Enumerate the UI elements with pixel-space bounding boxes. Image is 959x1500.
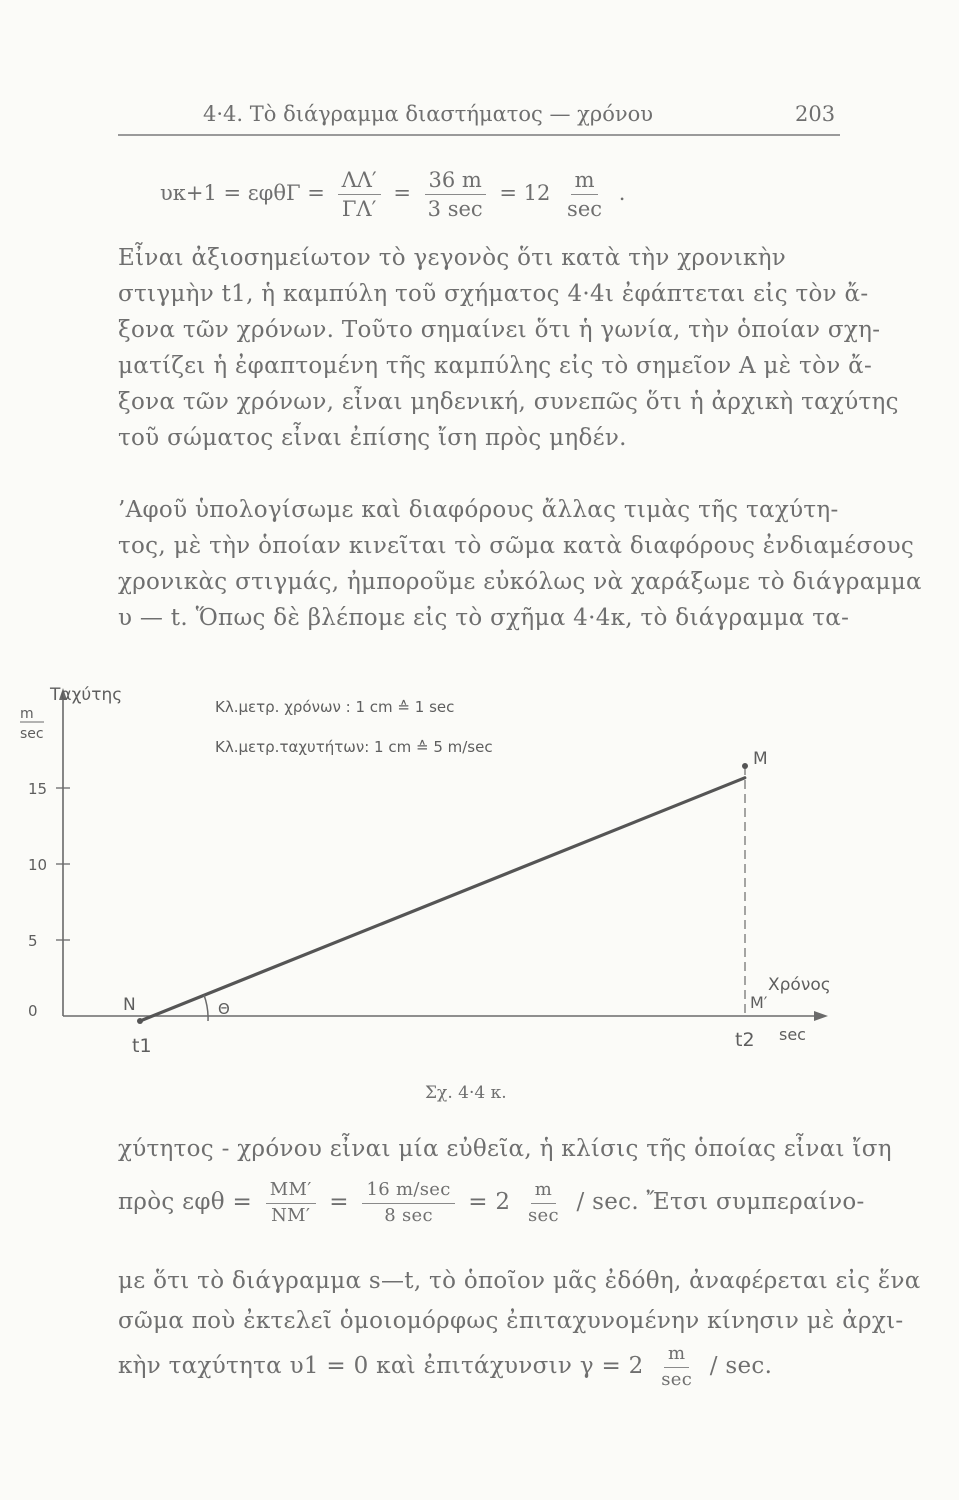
fraction-denominator: sec	[661, 1368, 693, 1390]
text-line: Εἶναι ἀξιοσημείωτον τὸ γεγονὸς ὅτι κατὰ τὴν χρονικὴν	[118, 245, 787, 271]
velocity-line	[140, 778, 745, 1021]
y-tick-label: 5	[28, 932, 38, 950]
page-header	[0, 98, 959, 138]
y-tick-label: 10	[28, 856, 48, 874]
fraction-denominator: ΓΛ′	[341, 197, 377, 222]
text-line: τος, μὲ τὴν ὁποίαν κινεῖται τὸ σῶμα κατὰ διαφόρους ἐνδιαμέσους	[118, 533, 915, 559]
fraction-denominator: NM′	[271, 1204, 311, 1226]
equals-sign: =	[329, 1189, 349, 1216]
fraction-unit	[524, 1180, 563, 1226]
slope-equation-line	[118, 1180, 865, 1226]
text-line: τοῦ σώματος εἶναι ἐπίσης ἴση πρὸς μηδέν.	[118, 425, 627, 451]
fraction-unit	[563, 168, 606, 221]
y-unit-numerator: m	[20, 706, 34, 722]
fraction-numerator: m	[531, 1180, 556, 1204]
fraction-numerator: MM′	[266, 1180, 316, 1204]
point-m-marker	[742, 763, 748, 769]
text-line: ξονα τῶν χρόνων, εἶναι μηδενική, συνεπῶς ὅτι ἡ ἀρχικὴ ταχύτης	[118, 389, 899, 415]
text-line: υ — t. Ὅπως δὲ βλέπομε εἰς τὸ σχῆμα 4·4κ, τὸ διάγραμμα τα-	[118, 605, 850, 631]
x-unit-label: sec	[779, 1025, 806, 1044]
fraction-denominator: sec	[567, 197, 603, 222]
fraction-values	[362, 1180, 454, 1226]
paragraph-2	[118, 492, 922, 636]
scale-time: Κλ.μετρ. χρόνων : 1 cm ≙ 1 sec	[215, 698, 455, 716]
velocity-equation	[160, 168, 625, 221]
fraction-numerator: 16 m/sec	[362, 1180, 454, 1204]
fraction-numerator: 36 m	[425, 168, 486, 195]
fraction-mm-nm	[266, 1180, 316, 1226]
t2-label: t2	[735, 1029, 755, 1051]
point-m-prime-label: M′	[750, 993, 768, 1012]
fraction-numerator: m	[571, 168, 599, 195]
page-number: 203	[795, 102, 836, 126]
angle-label: Θ	[218, 1000, 230, 1018]
text-line: με ὅτι τὸ διάγραμμα s—t, τὸ ὁποῖον μᾶς ἐδόθη, ἀναφέρεται εἰς ἕνα	[118, 1268, 921, 1294]
text-line: στιγμὴν t1, ἡ καμπύλη τοῦ σχήματος 4·4ι ἐφάπτεται εἰς τὸν ἄ-	[118, 281, 869, 307]
fraction-delta	[338, 168, 381, 221]
angle-arc	[204, 995, 208, 1021]
x-axis-arrow-icon	[814, 1011, 828, 1021]
text-line: ’Αφοῦ ὑπολογίσωμε καὶ διαφόρους ἄλλας τιμὰς τῆς ταχύτη-	[118, 497, 839, 523]
paragraph-1	[118, 240, 899, 456]
point-n-marker	[137, 1018, 143, 1024]
acceleration-prefix: κὴν ταχύτητα υ1 = 0 καὶ ἐπιτάχυνσιν γ = 2	[118, 1353, 644, 1380]
velocity-time-diagram	[20, 668, 840, 1078]
acceleration-suffix: / sec.	[709, 1353, 773, 1380]
y-unit-denominator: sec	[20, 726, 44, 742]
y-tick-label: 0	[28, 1002, 38, 1020]
text-line: σῶμα ποὺ ἐκτελεῖ ὁμοιομόρφως ἐπιταχυνομένην κίνησιν μὲ ἀρχι-	[118, 1308, 904, 1334]
fraction-numerator: ΛΛ′	[338, 168, 381, 195]
fraction-denominator: sec	[527, 1204, 559, 1226]
equals-sign: =	[393, 181, 411, 206]
fraction-values	[424, 168, 487, 221]
text-line: ματίζει ἡ ἐφαπτομένη τῆς καμπύλης εἰς τὸ σημεῖον Α μὲ τὸν ἄ-	[118, 353, 873, 379]
header-rule	[118, 134, 840, 136]
fraction-denominator: 8 sec	[384, 1204, 433, 1226]
fraction-numerator: m	[664, 1344, 689, 1368]
fraction-denominator: 3 sec	[427, 197, 483, 222]
scale-speed: Κλ.μετρ.ταχυτήτων: 1 cm ≙ 5 m/sec	[215, 738, 493, 756]
paragraph-3	[118, 1122, 921, 1422]
equation-end: .	[618, 181, 626, 206]
x-axis-label: Χρόνος	[768, 975, 831, 995]
equation-result: = 12	[499, 181, 551, 206]
text-line: χύτητος - χρόνου εἶναι μία εὐθεῖα, ἡ κλίσις τῆς ὁποίας εἶναι ἴση	[118, 1136, 892, 1162]
t1-label: t1	[132, 1035, 152, 1057]
fraction-unit	[657, 1344, 696, 1390]
acceleration-line	[118, 1344, 772, 1390]
text-line: ξονα τῶν χρόνων. Τοῦτο σημαίνει ὅτι ἡ γωνία, τὴν ὁποίαν σχη-	[118, 317, 881, 343]
figure-caption: Σχ. 4·4 κ.	[425, 1083, 507, 1103]
slope-suffix: / sec. Ἔτσι συμπεραίνο-	[576, 1189, 865, 1216]
slope-result: = 2	[468, 1189, 511, 1216]
slope-prefix: πρὸς εφθ =	[118, 1189, 253, 1216]
text-line: χρονικὰς στιγμάς, ἠμποροῦμε εὐκόλως νὰ χαράξωμε τὸ διάγραμμα	[118, 569, 922, 595]
section-title: 4·4. Τὸ διάγραμμα διαστήματος — χρόνου	[203, 102, 654, 126]
y-tick-label: 15	[28, 780, 48, 798]
point-n-label: N	[123, 995, 136, 1015]
equation-lhs: υκ+1 = εφθΓ =	[160, 181, 325, 206]
y-axis-label: Ταχύτης	[50, 685, 123, 705]
point-m-label: M	[753, 749, 768, 769]
